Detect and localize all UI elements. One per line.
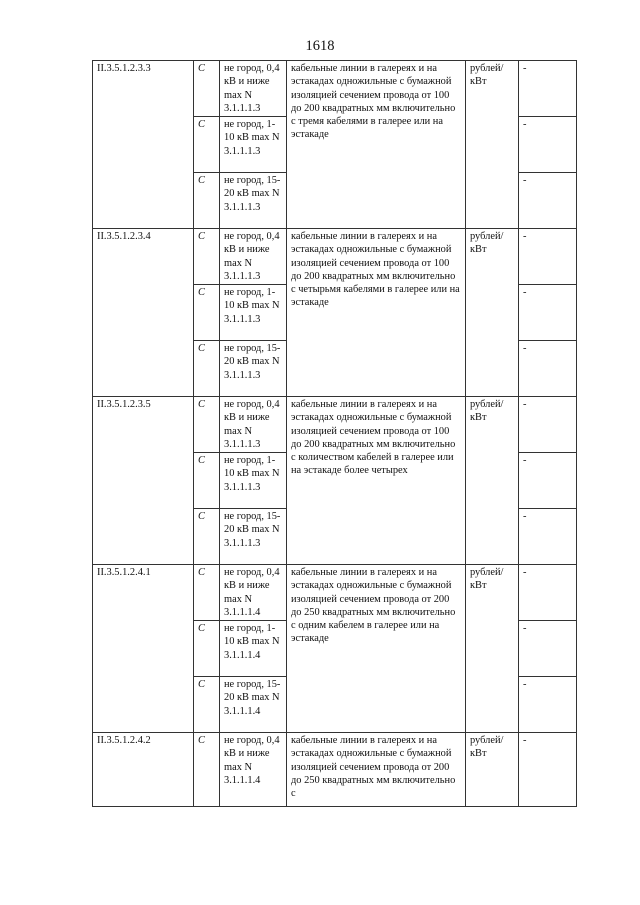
value-cell: -	[519, 453, 577, 509]
description-cell: кабельные линии в галереях и на эстакадах одножильные с бумажной изоляцией сечением провода от 100 до 200 квадратных мм включительно с количеством кабелей в галерее или на эстакаде более четырех	[287, 397, 466, 565]
category-cell: С	[194, 341, 220, 397]
category-cell: С	[194, 117, 220, 173]
condition-cell: не город, 1-10 кВ max N 3.1.1.1.3	[220, 117, 287, 173]
value-cell: -	[519, 677, 577, 733]
item-code-cell: II.3.5.1.2.3.4	[93, 229, 194, 397]
table-row	[93, 61, 577, 117]
condition-cell: не город, 0,4 кВ и ниже max N 3.1.1.1.4	[220, 565, 287, 621]
page-number: 1618	[305, 38, 335, 54]
condition-cell: не город, 1-10 кВ max N 3.1.1.1.4	[220, 621, 287, 677]
condition-cell: не город, 15-20 кВ max N 3.1.1.1.3	[220, 341, 287, 397]
condition-cell: не город, 0,4 кВ и ниже max N 3.1.1.1.3	[220, 61, 287, 117]
item-code-cell: II.3.5.1.2.3.3	[93, 61, 194, 229]
value-cell: -	[519, 229, 577, 285]
item-code-cell: II.3.5.1.2.4.1	[93, 565, 194, 733]
category-cell: С	[194, 61, 220, 117]
table-row	[93, 733, 577, 807]
unit-cell: рублей/ кВт	[466, 733, 519, 807]
value-cell: -	[519, 117, 577, 173]
unit-cell: рублей/ кВт	[466, 397, 519, 565]
value-cell: -	[519, 565, 577, 621]
condition-cell: не город, 1-10 кВ max N 3.1.1.1.3	[220, 453, 287, 509]
condition-cell: не город, 0,4 кВ и ниже max N 3.1.1.1.3	[220, 229, 287, 285]
condition-cell: не город, 0,4 кВ и ниже max N 3.1.1.1.3	[220, 397, 287, 453]
description-cell: кабельные линии в галереях и на эстакадах одножильные с бумажной изоляцией сечением провода от 100 до 200 квадратных мм включительно с четырьмя кабелями в галерее или на эстакаде	[287, 229, 466, 397]
category-cell: С	[194, 173, 220, 229]
condition-cell: не город, 1-10 кВ max N 3.1.1.1.3	[220, 285, 287, 341]
description-cell: кабельные линии в галереях и на эстакадах одножильные с бумажной изоляцией сечением провода от 200 до 250 квадратных мм включительно с одним кабелем в галерее или на эстакаде	[287, 565, 466, 733]
table-row	[93, 565, 577, 621]
condition-cell: не город, 0,4 кВ и ниже max N 3.1.1.1.4	[220, 733, 287, 807]
description-cell: кабельные линии в галереях и на эстакадах одножильные с бумажной изоляцией сечением провода от 200 до 250 квадратных мм включительно с	[287, 733, 466, 807]
table-row	[93, 229, 577, 285]
category-cell: С	[194, 621, 220, 677]
description-cell: кабельные линии в галереях и на эстакадах одножильные с бумажной изоляцией сечением провода от 100 до 200 квадратных мм включительно с тремя кабелями в галерее или на эстакаде	[287, 61, 466, 229]
value-cell: -	[519, 341, 577, 397]
category-cell: С	[194, 229, 220, 285]
tariff-table	[92, 60, 577, 807]
category-cell: С	[194, 509, 220, 565]
value-cell: -	[519, 61, 577, 117]
item-code-cell: II.3.5.1.2.3.5	[93, 397, 194, 565]
value-cell: -	[519, 173, 577, 229]
value-cell: -	[519, 733, 577, 807]
condition-cell: не город, 15-20 кВ max N 3.1.1.1.3	[220, 509, 287, 565]
unit-cell: рублей/ кВт	[466, 229, 519, 397]
value-cell: -	[519, 621, 577, 677]
category-cell: С	[194, 565, 220, 621]
item-code-cell: II.3.5.1.2.4.2	[93, 733, 194, 807]
condition-cell: не город, 15-20 кВ max N 3.1.1.1.3	[220, 173, 287, 229]
value-cell: -	[519, 509, 577, 565]
category-cell: С	[194, 397, 220, 453]
tariff-table-body	[93, 61, 577, 807]
value-cell: -	[519, 397, 577, 453]
unit-cell: рублей/ кВт	[466, 565, 519, 733]
value-cell: -	[519, 285, 577, 341]
category-cell: С	[194, 677, 220, 733]
condition-cell: не город, 15-20 кВ max N 3.1.1.1.4	[220, 677, 287, 733]
category-cell: С	[194, 285, 220, 341]
unit-cell: рублей/ кВт	[466, 61, 519, 229]
table-row	[93, 397, 577, 453]
category-cell: С	[194, 453, 220, 509]
category-cell: С	[194, 733, 220, 807]
